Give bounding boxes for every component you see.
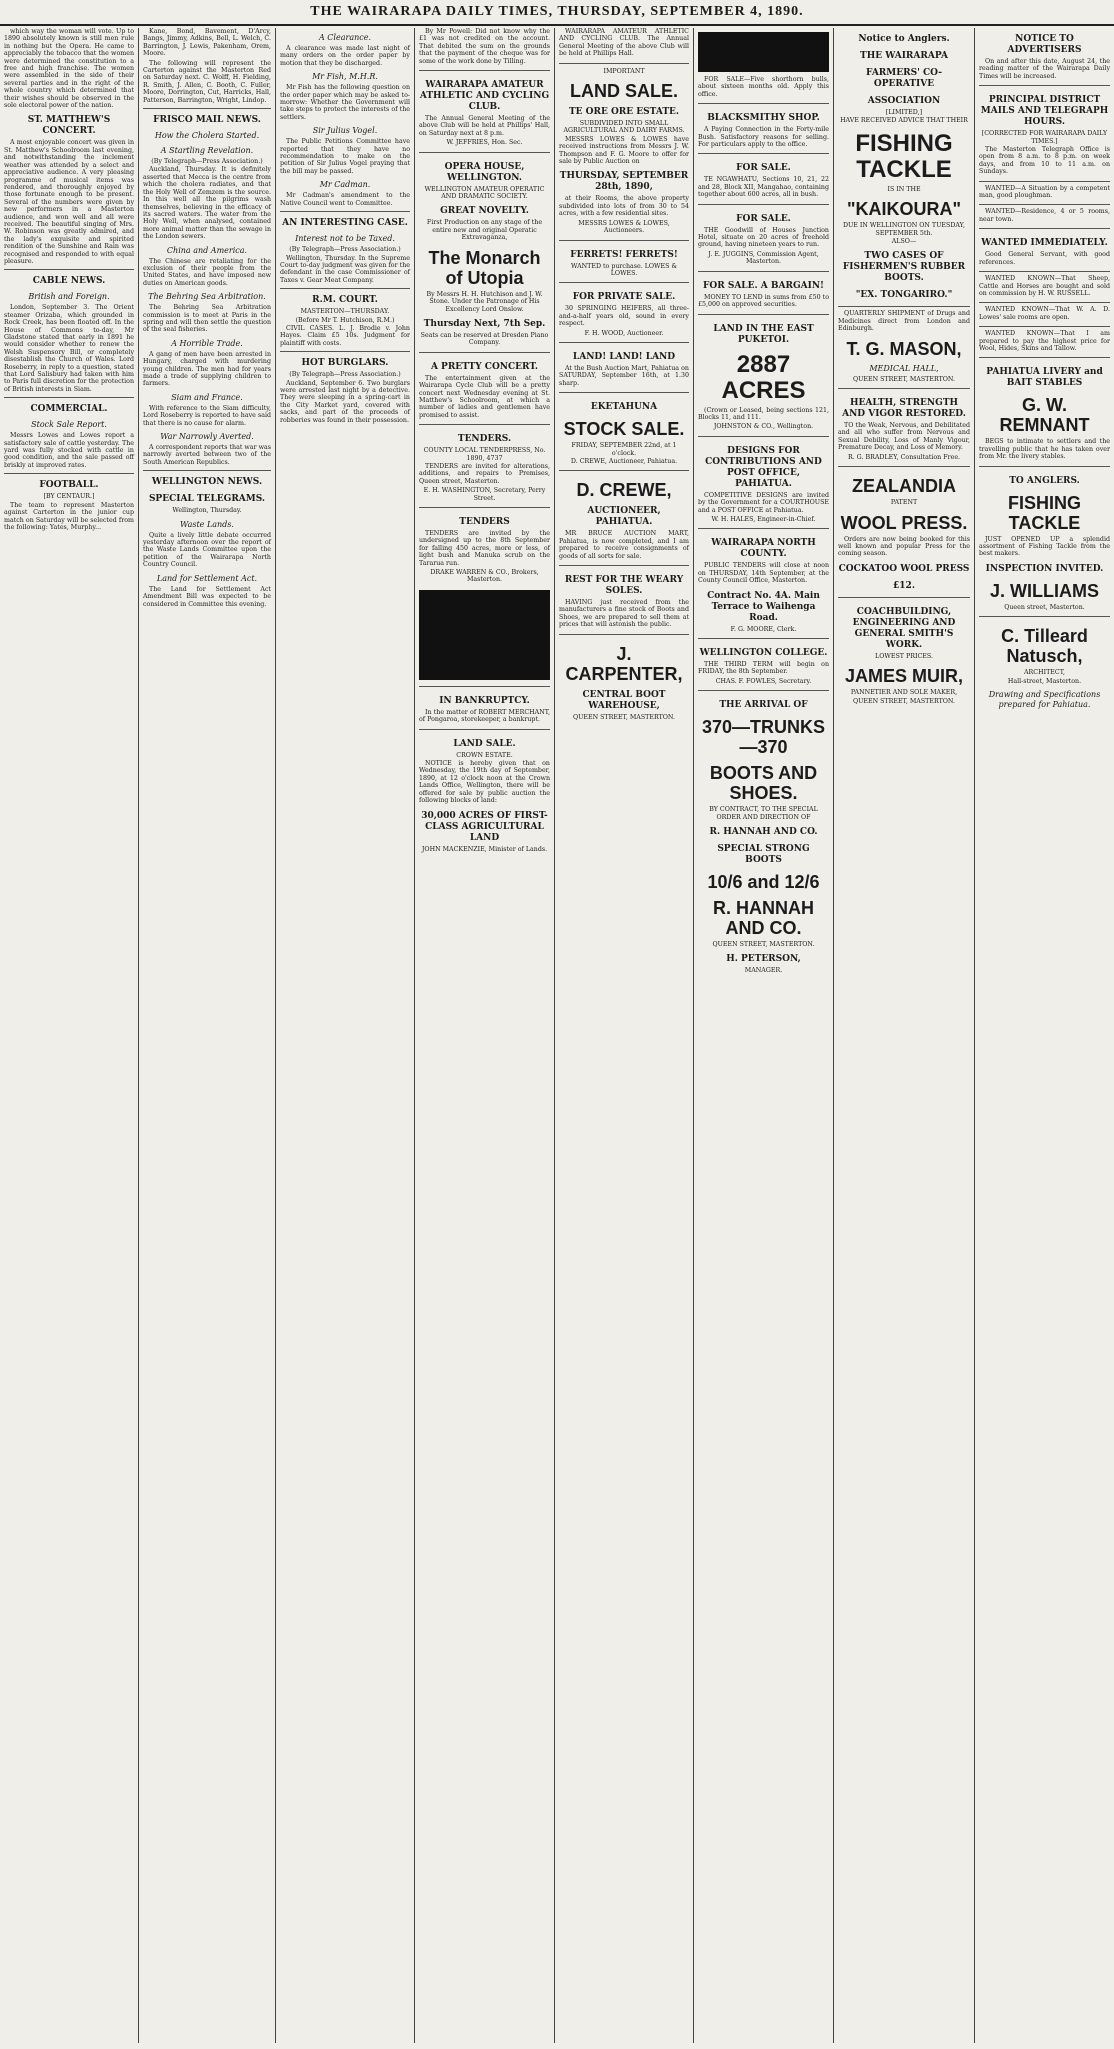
ad-heading: NOTICE TO ADVERTISERS [1007,34,1082,55]
ad-heading: Notice to Anglers. [858,34,950,44]
section-heading: FRISCO MAIL NEWS. [153,115,261,126]
subheading: Land for Settlement Act. [156,573,258,583]
ad-title: ZEALANDIA [852,476,956,497]
advertisement [698,271,829,309]
section-heading: COMMERCIAL. [30,404,108,415]
advertisement [979,466,1110,612]
advertisement [419,424,550,502]
article-text: The entertainment given at the Wairarapa Cycle Club will be a pretty concert next Wednesday evening at St. Matthew's Schoolroom, at which a number of ladies and gentlemen have promised to assist. [419,374,550,419]
article-text: A clearance was made last night of many orders on the order paper by motion that they be discharged. [280,45,410,67]
ad-heading: HEALTH, STRENGTH AND VIGOR RESTORED. [842,398,966,420]
ad-heading: WAIRARAPA AMATEUR ATHLETIC AND CYCLING CLUB. [419,80,550,113]
article-text: A most enjoyable concert was given in St. Matthew's Schoolroom last evening, and notwithstanding the inclement weather was attended by a select and appreciative audience. A very pleasing programme of musical items was rendered, and thoroughly enjoyed by those fortunate enough to be present. Several of the numbers were given by new performers in a Masterton audience, and won well and all were received. The beautiful singing of Mrs. W. Robinson was greatly admired, and the lady's exquisite and spirited rendition of the Sunshine and Rain was recognised and responded to with equal pleasure. [4,139,134,265]
ad-signature: R. G. BRADLEY, Consultation Free. [847,453,961,461]
ad-heading: WANTED IMMEDIATELY. [981,238,1108,249]
ad-price: £12. [893,580,915,591]
article-text: London, September 3. The Orient steamer Orizaba, which grounded in Rock Creek, has been floated off. In the House of Commons to-day, Mr Gladstone stated that early in 1891 he would consider whether to renew the Welsh Suspensory Bill, or completely disestablish the Church of Wales. Lord Roseberry, in reply to a question, stated that Lord Salisbury had taken with him to Paris full discretion for the protection of British interests in Siam. [4,304,134,393]
advertisement [559,470,689,560]
ad-text: HAVE RECEIVED ADVICE THAT THEIR [840,117,968,125]
ad-text: QUEEN STREET, MASTERTON. [852,375,956,383]
ad-text: WELLINGTON AMATEUR OPERATIC AND DRAMATIC SOCIETY. [424,185,545,201]
ad-text: MONEY TO LEND in sums from £50 to £5,000 on approved securities. [698,293,829,309]
classified [979,271,1110,297]
ad-signature: D. CREWE, Auctioneer, Pahiatua. [570,457,678,465]
ad-text: COMPETITIVE DESIGNS are invited by the Government for a COURTHOUSE and a POST OFFICE at Pahiatua. [698,491,829,514]
ad-text: MEDICAL HALL, [869,363,939,373]
ad-heading: ASSOCIATION [867,96,941,106]
ad-text: HAVING just received from the manufacturers a fine stock of Boots and Shoes, we are prepared to sell them at prices that will astonish the public. [559,599,689,629]
ad-title: 2887 ACRES [721,350,806,404]
subheading: War Narrowly Averted. [160,432,254,442]
ad-text: MANAGER. [744,967,783,975]
ad-signature: J. E. JUGGINS, Commission Agent, Masterton. [708,250,819,266]
advertisement [559,63,689,235]
advertisement [838,466,970,592]
ad-signature: F. G. MOORE, Clerk. [730,625,797,633]
ad-heading: H. PETERSON, [726,954,801,965]
ad-heading: DESIGNS FOR CONTRIBUTIONS AND POST OFFICE, PAHIATUA. [705,445,822,489]
subheading: A Startling Revelation. [160,146,254,156]
classified [979,326,1110,352]
divider [4,397,134,398]
ad-text: MR BRUCE AUCTION MART, Pahiatua, is now completed, and I am prepared to receive consignments of goods of all sorts for sale. [559,530,689,560]
ad-heading: LAND SALE. [453,738,516,749]
divider [280,288,410,289]
ad-text: THE Goodwill of Houses Junction Hotel, situate on 20 acres of freehold ground, having nineteen years to run. [698,226,829,249]
ad-heading: TO ANGLERS. [1009,475,1080,486]
section-heading: AN INTERESTING CASE. [282,218,408,229]
section-heading: R.M. COURT. [312,295,378,306]
advertisement [979,357,1110,460]
ad-text: NOTICE is hereby given that on Wednesday, the 19th day of September, 1890, at 12 o'clock noon at the Crown Lands Office, Wellington, there will be offered for sale by public auction the following blocks of land: [419,760,550,805]
ad-kicker: IMPORTANT [603,67,645,75]
article-text: The Chinese are retaliating for the exclusion of their people from the United States, and have imposed new duties on American goods. [143,257,271,287]
ad-signature: W. JEFFRIES, Hon. Sec. [446,139,523,147]
section-heading: A PRETTY CONCERT. [430,361,539,372]
ad-date: THURSDAY, SEPTEMBER 28th, 1890, [559,171,689,193]
article-text: Messrs Lowes and Lowes report a satisfactory sale of cattle yesterday. The yard was fully stocked with cattle in good condition, and the sale passed off briskly at improved rates. [4,432,134,469]
advertisement [698,204,829,266]
byline: (By Telegraph—Press Association.) [151,158,263,166]
ad-text: CROWN ESTATE. [456,751,513,759]
ad-title: FISHING TACKLE [855,129,953,183]
ad-text: TENDERS are invited for alterations, additions, and repairs to Premises, Queen street, Masterton. [419,462,550,485]
ad-text: THE THIRD TERM will begin on FRIDAY, the 8th September. [698,660,829,676]
ad-text: Orders are now being booked for this well known and popular Press for the coming season. [838,535,970,558]
ad-heading: FOR SALE. [736,213,791,224]
dateline: Wellington, Thursday. [172,507,242,515]
ad-heading: TENDERS. [457,434,512,445]
ad-heading: AUCTIONEER, PAHIATUA. [587,506,661,528]
advertisement [559,392,689,465]
ad-title: The Monarch of Utopia [428,247,541,288]
advertisement [559,634,689,721]
article-text: The Behring Sea Arbitration commission is to meet at Paris in the spring and will then settle the question of the seal fisheries. [143,304,271,334]
dateline: MASTERTON—THURSDAY. [300,308,390,316]
ad-signature: F. H. WOOD, Auctioneer. [584,329,664,337]
subheading: A Clearance. [318,33,371,42]
section-heading: CABLE NEWS. [32,276,106,287]
ad-text: ARCHITECT, [1024,669,1065,677]
ad-text: PATENT [890,499,918,507]
article-text: A gang of men have been arrested in Hungary, charged with murdering young children. The men had for years made a trade of supplying children to farmers. [143,350,271,388]
ad-title: 370—TRUNKS—370 [701,717,826,758]
ad-text: WANTED—Residence, 4 or 5 rooms, near town. [979,208,1110,223]
article-text: The Land for Settlement Act Amendment Bill was expected to be considered in Committee this evening. [143,585,271,608]
classified [979,302,1110,321]
ad-text: First Production on any stage of the entire new and original Operatic Extravaganza, [426,219,543,242]
ad-signature: DRAKE WARREN & CO., Brokers, Masterton. [430,569,539,584]
ad-title: LAND SALE. [570,81,678,102]
article-text: Wellington, Thursday. In the Supreme Court to-day judgment was given for the defendant in the case Commissioner of Taxes v. Gear Meat Company. [280,254,410,284]
article-text: A correspondent reports that war was narrowly averted between two of the South American Republics. [143,444,271,466]
ad-heading: COCKATOO WOOL PRESS [838,563,970,574]
ad-heading: LAND! LAND! LAND [572,351,676,362]
ad-price: 10/6 and 12/6 [707,872,820,892]
masthead [0,0,1114,26]
subheading: China and America. [166,245,248,255]
advertisement [419,70,550,147]
section-heading: WELLINGTON NEWS. [151,477,263,488]
article-text: Mr Fish has the following question on the order paper which may be asked to-morrow: Whether the Government will take steps to protect the interests of the settlers. [280,84,410,121]
masthead-title: THE WAIRARAPA DAILY TIMES, THURSDAY, SEPTEMBER 4, 1890. [310,4,804,19]
ad-text: On and after this date, August 24, the reading matter of the Wairarapa Daily Times will be increased. [979,58,1110,80]
ad-text: [LIMITED,] [885,109,923,116]
ad-heading: PRINCIPAL DISTRICT MAILS AND TELEGRAPH HOURS. [980,95,1109,128]
column-6 [693,28,833,2043]
section-heading: SPECIAL TELEGRAMS. [148,494,266,505]
advertisement [698,314,829,431]
ad-text: A Paying Connection in the Forty-mile Bush. Satisfactory reasons for selling. For particulars apply to the office. [698,126,829,149]
ad-heading: TE ORE ORE ESTATE. [568,107,680,118]
column-8 [974,28,1114,2043]
ad-text: (Crown or Leased, being sections 121, Blocks 11, and 111. [698,406,829,421]
article-text: Mr Cadman's amendment to the Native Council went to Committee. [280,192,410,207]
divider [4,473,134,474]
ad-heading: TWO CASES OF FISHERMEN'S RUBBER BOOTS. [842,251,966,284]
subheading: Interest not to be Taxed. [295,234,395,244]
article-text: which way the woman will vote. Up to 1890 absolutely known is still men rule in nothing but the Opera. He came to appreciably the tobacco that the women were determined the constitution to a free and high franchise. The women were assembled in the side of their several parties and in the right of the whole country which determined that their wishes should be observed in the sole electoral power of the nation. [4,28,134,110]
ad-signature: W. H. HALES, Engineer-in-Chief. [711,515,816,523]
ad-text: BEGS to intimate to settlers and the travelling public that he has taken over from Mr. the livery stables. [979,438,1110,461]
advertisement [698,436,829,524]
ad-title: STOCK SALE. [563,419,685,440]
subheading: Siam and France. [171,392,243,402]
article-text: CIVIL CASES. L. J. Brodie v. John Hayes. Claim £5 10s. Judgment for plaintiff with costs. [280,324,410,347]
ad-heading: CENTRAL BOOT WAREHOUSE, [582,689,666,711]
ad-heading: REST FOR THE WEARY SOLES. [564,575,684,596]
ad-heading: Contract No. 4A. Main Terrace to Waihenga Road. [707,590,820,623]
ink-blot [698,32,829,72]
ad-text: IS IN THE [887,185,921,193]
ad-heading: WAIRARAPA NORTH COUNTY. [711,538,816,560]
ad-heading: R. HANNAH AND CO. [709,827,818,837]
advertisement [559,240,689,278]
article-text: WAIRARAPA AMATEUR ATHLETIC AND CYCLING CLUB. The Annual General Meeting of the above Club will be held at Phillips Hall. [559,28,689,58]
subheading: A Horrible Trade. [171,338,243,348]
article-text: The following will represent the Carterton against the Masterton Red on Saturday next. C. Wolff, H. Fielding, R. Smith, J. Allen, C. Booth, C. Fuller, Moore, Dorrington, Cut, Harricks, Hall, Patterson, Barrington, Wright, Lindop. [143,59,271,104]
advertisement [419,152,550,347]
ad-text: COUNTY LOCAL TENDERPRESS, No. 1890, 4737 [423,447,546,462]
advertisement [979,616,1110,710]
ad-date: FRIDAY, SEPTEMBER 22nd, at 1 o'clock. [571,442,677,457]
subheading: British and Foreign. [28,292,110,302]
ad-text: At the Bush Auction Mart, Pahiatua on SATURDAY, September 16th, at 1.30 sharp. [559,364,689,387]
ad-text: QUEEN STREET, MASTERTON. [712,941,815,948]
ad-text: QUEEN STREET, MASTERTON. [852,697,956,705]
ad-title: R. HANNAH AND CO. [713,898,814,938]
ad-heading: FOR PRIVATE SALE. [572,292,676,303]
divider [4,269,134,270]
ink-blot [419,590,550,680]
ad-date: Thursday Next, 7th Sep. [423,318,546,329]
ad-heading: TENDERS [459,517,510,527]
advertisement [698,103,829,148]
advertisement [838,306,970,383]
ad-heading: FERRETS! FERRETS! [570,249,678,260]
divider [143,470,271,471]
ad-heading: BLACKSMITHY SHOP. [707,113,820,124]
ad-text: WANTED KNOWN—That W. A. D. Lowes' sale rooms are open. [979,306,1110,321]
ad-heading: OPERA HOUSE, WELLINGTON. [444,161,525,183]
ad-title: G. W. REMNANT [999,395,1090,436]
ad-title: J. WILLIAMS [990,580,1099,601]
article-text: Auckland, September 6. Two burglars were arrested last night by a detective. They were sleeping in a spring-cart in the City Market yard, covered with sacks, and part of the proceeds of robberies was found in their possession. [280,379,410,424]
ad-signature: JOHNSTON & CO., Wellington. [713,423,814,431]
ad-text: Queen street, Masterton. [1004,603,1085,611]
ad-heading: IN BANKRUPTCY. [439,695,530,706]
ad-title: WOOL PRESS. [840,512,968,533]
article-text: With reference to the Siam difficulty, Lord Roseberry is reported to have said that there is no cause for alarm. [143,404,271,427]
ad-text: [CORRECTED FOR WAIRARAPA DAILY TIMES.] [981,130,1108,145]
ad-heading: PAHIATUA LIVERY and BAIT STABLES [986,367,1103,389]
article-text: The team to represent Masterton against Carterton in the junior cup match on Saturday will be selected from the following: Yates, Murphy... [4,501,134,531]
ad-text: SUBDIVIDED INTO SMALL AGRICULTURAL AND DAIRY FARMS. [563,120,685,135]
classified [979,204,1110,223]
ad-text: By Messrs H. H. Hutchison and J. W. Stone. Under the Patronage of His Excellency Lord Onslow. [426,290,543,313]
ad-title: C. Tilleard Natusch, [1001,626,1088,667]
advertisement [698,528,829,633]
column-3 [275,28,414,2043]
advertisement [838,388,970,461]
ad-text: TE NGAWHATU, Sections 10, 21, 22 and 28, Block XII, Mangahao, containing together about 600 acres, all in bush. [698,176,829,199]
ad-text: LOWEST PRICES. [875,652,933,660]
ad-text: WANTED KNOWN—That I am prepared to pay the highest price for Wool, Hides, Skins and Tallow. [979,330,1110,352]
byline: (By Telegraph—Press Association.) [289,246,401,254]
ad-heading: INSPECTION INVITED. [985,563,1104,574]
article-text: The Public Petitions Committee have reported that they have no recommendation to make on the petition of Sir Julius Vogel praying that the bill may be passed. [280,138,410,175]
ad-text: QUARTERLY SHIPMENT of Drugs and Medicines direct from London and Edinburgh. [838,310,970,333]
ad-signature: JOHN MACKENZIE, Minister of Lands. [421,845,548,853]
ad-text: 30 SPRINGING HEIFERS, all three-and-a-half years old, sound in every respect. [559,305,689,328]
subheading: The Behring Sea Arbitration. [148,292,266,302]
column-5 [554,28,693,2043]
article-text: Auckland, Thursday. It is definitely asserted that Mecca is the centre from which the cholera radiates, and that the Holy Well of Zemzem is the source. In this well all the pilgrims wash themselves, believing in the efficacy of its sacred waters. The water from the Holy Well, when analysed, contained more animal matter than the sewage in the London sewers. [143,166,271,241]
ad-text: Seats can be reserved at Dresden Piano Company. [420,331,549,347]
subheading: How the Cholera Started. [154,131,260,141]
ad-signature: E. H. WASHINGTON, Secretary, Perry Street. [423,487,546,502]
ad-heading: "EX. TONGARIRO." [855,290,953,301]
advertisement [419,729,550,853]
ad-title: D. CREWE, [576,480,672,501]
divider [280,211,410,212]
byline: [BY CENTAUR.] [43,493,95,501]
ad-text: MESSRS LOWES & LOWES have received instructions from Messrs J. W. Thompson and F. G. Moore to offer for sale by Public Auction on [559,135,689,166]
ad-heading: FOR SALE. A BARGAIN! [702,280,825,291]
ad-heading: WELLINGTON COLLEGE. [699,647,828,658]
ad-text: TO the Weak, Nervous, and Debilitated and all who suffer from Nervous and Sexual Debility, Loss of Manly Vigour, Premature Decay, and Loss of Memory. [838,422,970,452]
divider [280,351,410,352]
ad-text: QUEEN STREET, MASTERTON. [572,713,676,721]
advertisement [559,565,689,629]
column-1 [0,28,138,2043]
ad-text: JUST OPENED UP a splendid assortment of Fishing Tackle from the best makers. [979,535,1110,558]
ad-heading: GREAT NOVELTY. [440,206,529,217]
ad-heading: THE ARRIVAL OF [719,700,808,711]
ad-title: "KAIKOURA" [846,199,962,220]
article-text: Kane, Bond, Bavement, D'Arcy, Bangs, Jimmy, Adkins, Bell, L. Welch, C. Barrington, J. Lewis, Pakenham, Orem, Moore. [143,28,271,58]
ad-text: WANTED KNOWN—That Sheep, Cattle and Horses are bought and sold on commission by H. W. RUSSELL. [979,275,1110,297]
ad-text: Drawing and Specifications prepared for Pahiatua. [988,690,1101,709]
ad-title: T. G. MASON, [846,338,962,359]
subheading: Sir Julius Vogel. [312,126,378,136]
ad-heading: EKETAHUNA [590,402,658,413]
ad-heading: LAND IN THE EAST PUKETOI. [713,323,814,345]
ad-text: WANTED—A Situation by a competent man, good ploughman. [979,184,1110,200]
column-7 [833,28,974,2043]
ad-heading: COACHBUILDING, ENGINEERING AND GENERAL SMITH'S WORK. [852,606,956,650]
section-heading: HOT BURGLARS. [301,358,389,369]
ad-text: DUE IN WELLINGTON ON TUESDAY, SEPTEMBER 5th. [842,222,966,237]
ad-text: FOR SALE—Five shorthorn bulls, about sixteen months old. Apply this office. [698,76,829,98]
column-2 [138,28,275,2043]
byline: (By Telegraph—Press Association.) [289,371,401,379]
ad-signature: MESSRS LOWES & LOWES, Auctioneers. [578,219,670,235]
section-heading: ST. MATTHEW'S CONCERT. [27,115,111,137]
section-heading: FOOTBALL. [39,480,99,491]
divider [143,108,271,109]
ad-text: Hall-street, Masterton. [1007,677,1082,685]
subheading: Waste Lands. [180,519,234,529]
advertisement [419,686,550,724]
ad-text: ALSO— [891,238,917,246]
ad-text: PANNETIER AND SOLE MAKER, [850,689,958,697]
ad-text: In the matter of ROBERT MERCHANT, of Pongaroa, storekeeper, a bankrupt. [419,708,550,724]
ad-text: WANTED to purchase. LOWES & LOWES. [570,262,678,277]
ad-text: BY CONTRACT, TO THE SPECIAL ORDER AND DIRECTION OF [709,806,818,821]
ad-signature: CHAS. F. FOWLES, Secretary. [715,677,812,685]
advertisement [698,638,829,685]
subheading: Mr Cadman. [319,180,371,190]
advertisement [698,690,829,975]
ad-title: FISHING TACKLE [1007,492,1081,533]
article [419,352,550,419]
ad-heading: FARMERS' CO-OPERATIVE [865,68,943,89]
subheading: Stock Sale Report. [31,420,107,430]
ad-heading: FOR SALE. [736,163,791,174]
advertisement [698,153,829,198]
column-4 [414,28,554,2043]
article-text: Quite a lively little debate occurred yesterday afternoon over the report of the Waste Lands Committee upon the petition of the Wairarapa North Country Council. [143,531,271,569]
classified [979,228,1110,266]
byline: (Before Mr T. Hutchison, R.M.) [295,316,395,324]
ad-text: The Masterton Telegraph Office is open from 8 a.m. to 8 p.m. on week days, and from 10 to 11 a.m. on Sundays. [979,146,1110,176]
ad-heading: THE WAIRARAPA [860,51,948,61]
ad-text: PUBLIC TENDERS will close at noon on THURSDAY, 14th September, at the County Council Office, Masterton. [698,562,829,585]
ad-title: BOOTS AND SHOES. [709,763,818,804]
article-text: By Mr Powell: Did not know why the £1 was not credited on the account. That debited the sum on the grounds that the payment of the cheque was for some of the work done by Tilling. [419,28,550,65]
advertisement [838,597,970,705]
classified [979,181,1110,200]
ad-text: at their Rooms, the above property subdivided into lots of from 30 to 54 acres, with a few residential sites. [559,195,689,218]
ad-heading: 30,000 ACRES OF FIRST-CLASS AGRICULTURAL LAND [421,810,548,843]
ad-heading: SPECIAL STRONG BOOTS [717,844,810,865]
ad-text: Good General Servant, with good references. [979,251,1110,266]
advertisement [559,282,689,337]
advertisement [419,507,550,584]
advertisement [559,342,689,387]
ad-title: JAMES MUIR, [844,666,963,687]
notice [979,85,1110,175]
ad-text: The Annual General Meeting of the above Club will be held at Phillips' Hall, on Saturday next at 8 p.m. [419,115,550,137]
subheading: Mr Fish, M.H.R. [312,72,378,82]
ad-text: TENDERS are invited by the undersigned up to the 8th September for falling 450 acres, more or less, of light bush and Manuka scrub on the Tararua run. [419,530,550,567]
ad-title: J. CARPENTER, [565,643,683,684]
